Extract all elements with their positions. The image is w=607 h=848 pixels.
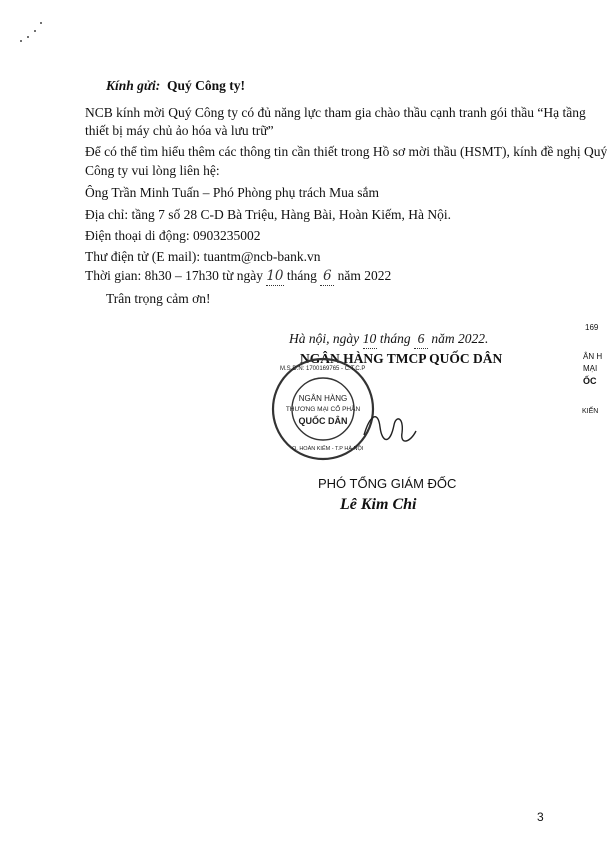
date-month: 6 bbox=[414, 330, 428, 349]
para1-line2: thiết bị máy chủ ảo hóa và lưu trữ” bbox=[85, 123, 274, 138]
stamp-line1: NGÂN HÀNG bbox=[298, 394, 348, 403]
place-date bbox=[289, 330, 488, 349]
scan-speck bbox=[40, 22, 42, 24]
salutation-recipient: Quý Công ty! bbox=[166, 78, 245, 93]
time-year: năm 2022 bbox=[337, 268, 392, 283]
place-date-prefix: Hà nội, ngày bbox=[289, 331, 360, 346]
para2-line2: Công ty vui lòng liên hệ: bbox=[85, 163, 220, 178]
scan-speck bbox=[20, 40, 22, 42]
salutation bbox=[106, 77, 245, 95]
signer-name: Lê Kim Chi bbox=[340, 496, 417, 513]
time-month-label: tháng bbox=[286, 268, 317, 283]
time-line bbox=[85, 267, 391, 286]
time-month: 6 bbox=[320, 267, 334, 286]
date-year: năm 2022. bbox=[431, 331, 489, 346]
para1-line1: NCB kính mời Quý Công ty có đủ năng lực tham gia chào thầu cạnh tranh gói thầu “Hạ tầng bbox=[85, 105, 586, 120]
phone: Điện thoại di động: 0903235002 bbox=[85, 228, 261, 243]
edge-fragment-5: KIẾN bbox=[582, 408, 599, 415]
stamp-line2: THƯƠNG MẠI CỔ PHẦN bbox=[285, 406, 361, 413]
edge-fragment-1: 169 bbox=[585, 323, 599, 332]
edge-fragment-4: ỐC bbox=[583, 376, 597, 386]
stamp-ring-bottom: Q. HOÀN KIẾM - T.P HÀ NỘI bbox=[292, 446, 364, 452]
bank-name: NGÂN HÀNG TMCP QUỐC DÂN bbox=[300, 351, 503, 366]
salutation-label: Kính gửi: bbox=[106, 78, 161, 93]
closing: Trân trọng cảm ơn! bbox=[106, 291, 211, 306]
scan-speck bbox=[34, 30, 36, 32]
scan-speck bbox=[27, 36, 29, 38]
para2-line1: Để có thể tìm hiểu thêm các thông tin cần thiết trong Hồ sơ mời thầu (HSMT), kính đề nghị Quý bbox=[85, 144, 607, 159]
signer-title: PHÓ TỔNG GIÁM ĐỐC bbox=[318, 476, 457, 491]
time-prefix: Thời gian: 8h30 – 17h30 từ ngày bbox=[85, 268, 263, 283]
stamp-line3: QUỐC DÂN bbox=[298, 416, 348, 426]
address: Địa chỉ: tầng 7 số 28 C-D Bà Triệu, Hàng Bài, Hoàn Kiếm, Hà Nội. bbox=[85, 207, 451, 222]
stamp-ring-text: M.S.D.N: 1700169765 - C.T.C.P bbox=[280, 366, 366, 372]
email: Thư điện tử (E mail): tuantm@ncb-bank.vn bbox=[85, 249, 321, 264]
date-month-label: tháng bbox=[379, 331, 411, 346]
signature-scribble bbox=[360, 405, 420, 455]
contact-person: Ông Trần Minh Tuấn – Phó Phòng phụ trách Mua sắm bbox=[85, 185, 380, 200]
page-number: 3 bbox=[537, 810, 544, 824]
edge-fragment-2: ÂN H bbox=[583, 352, 603, 361]
time-day: 10 bbox=[266, 268, 284, 284]
date-day: 10 bbox=[363, 330, 377, 349]
edge-fragment-3: MẠI bbox=[583, 364, 598, 373]
